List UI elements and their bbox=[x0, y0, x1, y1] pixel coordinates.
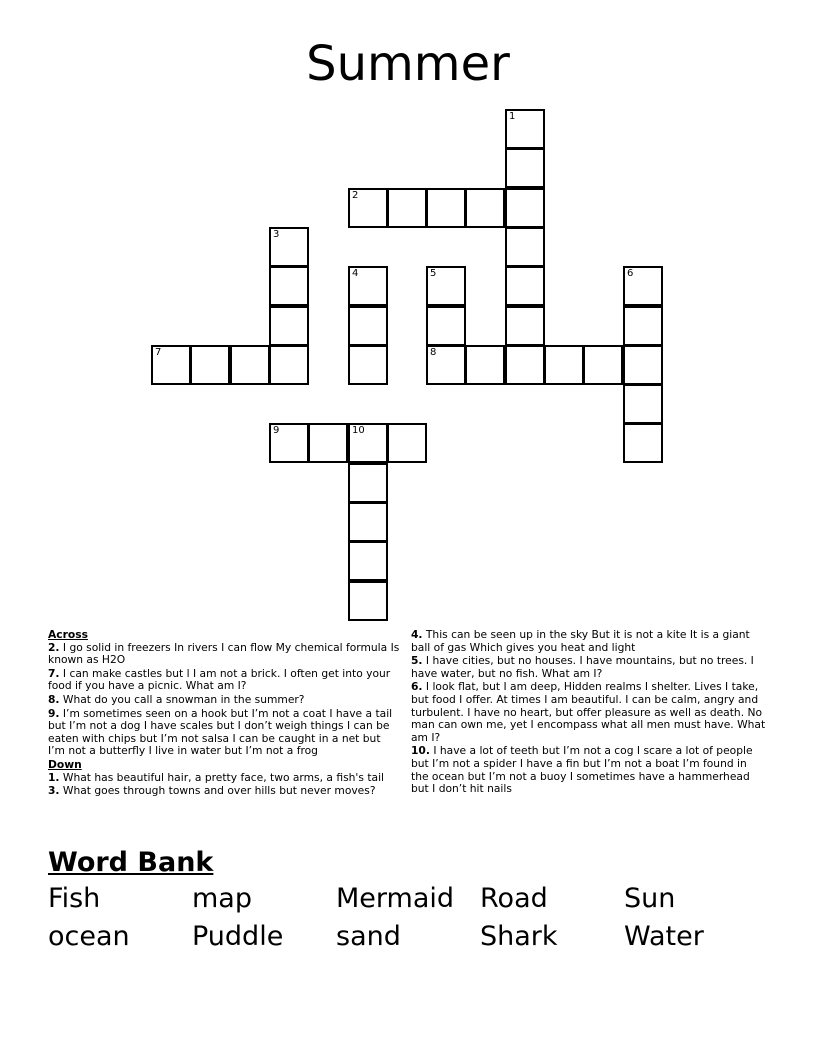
clue-item-text: This can be seen up in the sky But it is not a kite It is a giant ball of gas Which gives you heat and light bbox=[411, 628, 750, 654]
clue-item-number: 4. bbox=[411, 628, 423, 641]
grid-cell[interactable] bbox=[505, 227, 545, 267]
clues-right-column bbox=[411, 629, 767, 797]
grid-cell[interactable] bbox=[151, 345, 191, 385]
grid-cell[interactable] bbox=[348, 541, 388, 581]
down-heading: Down bbox=[48, 757, 82, 771]
clue-item-text: I go solid in freezers In rivers I can flow My chemical formula Is known as H2O bbox=[48, 640, 400, 667]
clue-number: 7 bbox=[155, 347, 162, 358]
grid-cell[interactable] bbox=[505, 306, 545, 346]
clue-number: 1 bbox=[509, 111, 516, 122]
grid-cell[interactable] bbox=[623, 266, 663, 306]
grid-cell[interactable] bbox=[269, 423, 309, 463]
clue-number: 6 bbox=[627, 268, 634, 279]
clue-item-text: What goes through towns and over hills but never moves? bbox=[59, 784, 376, 798]
clue-item-number: 5. bbox=[411, 654, 423, 668]
down-clue-list-continued bbox=[411, 629, 767, 796]
word-bank-word: Water bbox=[624, 921, 704, 952]
clue-item-text: What has beautiful hair, a pretty face, two arms, a fish's tail bbox=[59, 770, 385, 784]
grid-cell[interactable] bbox=[426, 345, 466, 385]
grid-cell[interactable] bbox=[544, 345, 584, 385]
clue-item bbox=[411, 629, 767, 654]
clue-item-number: 1. bbox=[48, 770, 60, 784]
clue-item-number: 8. bbox=[48, 692, 60, 706]
down-clue-list bbox=[48, 772, 400, 798]
clue-number: 9 bbox=[273, 425, 280, 436]
grid-cell[interactable] bbox=[348, 423, 388, 463]
grid-cell[interactable] bbox=[623, 345, 663, 385]
puzzle-title: Summer bbox=[306, 36, 510, 92]
grid-cell[interactable] bbox=[426, 266, 466, 306]
clue-item bbox=[48, 708, 400, 758]
clue-item bbox=[48, 772, 400, 785]
clue-number: 3 bbox=[273, 229, 280, 240]
word-bank-word: Mermaid bbox=[336, 883, 455, 914]
grid-cell[interactable] bbox=[505, 148, 545, 188]
grid-cell[interactable] bbox=[623, 306, 663, 346]
clue-number: 5 bbox=[430, 268, 437, 279]
grid-cell[interactable] bbox=[505, 188, 545, 228]
clue-item-text: I’m sometimes seen on a hook but I’m not a coat I have a tail but I’m not a dog I have scales but I don’t weigh things I can be eaten with chips but I’m not salsa I can be caught in a net but I’m not a butterfly I live in water but I’m not a frog bbox=[48, 706, 393, 758]
word-bank-heading: Word Bank bbox=[48, 847, 214, 878]
grid-cell[interactable] bbox=[623, 423, 663, 463]
clue-item bbox=[48, 668, 400, 693]
word-bank-word: map bbox=[192, 883, 252, 914]
word-bank-word: Shark bbox=[480, 921, 558, 952]
clues-left-column bbox=[48, 629, 400, 799]
clue-item-number: 6. bbox=[411, 680, 423, 694]
clue-item bbox=[48, 642, 400, 667]
grid-cell[interactable] bbox=[505, 266, 545, 306]
clue-number: 8 bbox=[430, 347, 437, 358]
grid-cell[interactable] bbox=[269, 306, 309, 346]
clue-number: 10 bbox=[352, 425, 365, 436]
word-bank-word: Puddle bbox=[192, 921, 284, 952]
across-clue-list bbox=[48, 642, 400, 758]
clue-item bbox=[48, 785, 400, 798]
grid-cell[interactable] bbox=[269, 345, 309, 385]
clue-number: 4 bbox=[352, 268, 359, 279]
clue-item bbox=[411, 655, 767, 680]
word-bank-word: sand bbox=[336, 921, 401, 952]
clue-item-number: 9. bbox=[48, 706, 60, 720]
clue-item-text: What do you call a snowman in the summer? bbox=[59, 692, 305, 706]
grid-cell[interactable] bbox=[348, 306, 388, 346]
across-heading: Across bbox=[48, 628, 88, 641]
clue-item bbox=[411, 745, 767, 795]
grid-cell[interactable] bbox=[505, 109, 545, 149]
grid-cell[interactable] bbox=[308, 423, 348, 463]
grid-cell[interactable] bbox=[348, 345, 388, 385]
grid-cell[interactable] bbox=[505, 345, 545, 385]
grid-cell[interactable] bbox=[348, 463, 388, 503]
grid-cell[interactable] bbox=[348, 502, 388, 542]
grid-cell[interactable] bbox=[269, 266, 309, 306]
grid-cell[interactable] bbox=[465, 345, 505, 385]
clue-item bbox=[48, 694, 400, 707]
clue-number: 2 bbox=[352, 190, 359, 201]
grid-cell[interactable] bbox=[426, 306, 466, 346]
word-bank-word: ocean bbox=[48, 921, 130, 952]
grid-cell[interactable] bbox=[348, 188, 388, 228]
clue-item-text: I look flat, but I am deep, Hidden realms I shelter. Lives I take, but food I offer. At times I am beautiful. I can be calm, angry and turbulent. I have no heart, but offer pleasure as well as death. No man can own me, yet I encompass what all men must have. What am I? bbox=[411, 680, 766, 744]
word-bank-word: Sun bbox=[624, 883, 676, 914]
grid-cell[interactable] bbox=[190, 345, 230, 385]
grid-cell[interactable] bbox=[230, 345, 270, 385]
clue-item-text: I have cities, but no houses. I have mountains, but no trees. I have water, but no fish. What am I? bbox=[411, 654, 754, 680]
grid-cell[interactable] bbox=[387, 423, 427, 463]
word-bank-word: Fish bbox=[48, 883, 101, 914]
grid-cell[interactable] bbox=[348, 266, 388, 306]
grid-cell[interactable] bbox=[348, 581, 388, 621]
clue-item-number: 2. bbox=[48, 640, 60, 654]
grid-cell[interactable] bbox=[387, 188, 427, 228]
grid-cell[interactable] bbox=[583, 345, 623, 385]
word-bank-word: Road bbox=[480, 883, 548, 914]
clue-item-number: 10. bbox=[411, 744, 430, 758]
clue-item bbox=[411, 681, 767, 744]
grid-cell[interactable] bbox=[426, 188, 466, 228]
clue-item-text: I have a lot of teeth but I’m not a cog I scare a lot of people but I’m not a spider I have a fin but I’m not a boat I’m found in the ocean but I’m not a buoy I sometimes have a hammerhead but I don’t hit nails bbox=[411, 744, 753, 796]
clue-item-text: I can make castles but l I am not a brick. I often get into your food if you have a picnic. What am I? bbox=[48, 666, 391, 693]
grid-cell[interactable] bbox=[623, 384, 663, 424]
grid-cell[interactable] bbox=[465, 188, 505, 228]
clue-item-number: 3. bbox=[48, 784, 60, 798]
clue-item-number: 7. bbox=[48, 666, 60, 680]
grid-cell[interactable] bbox=[269, 227, 309, 267]
